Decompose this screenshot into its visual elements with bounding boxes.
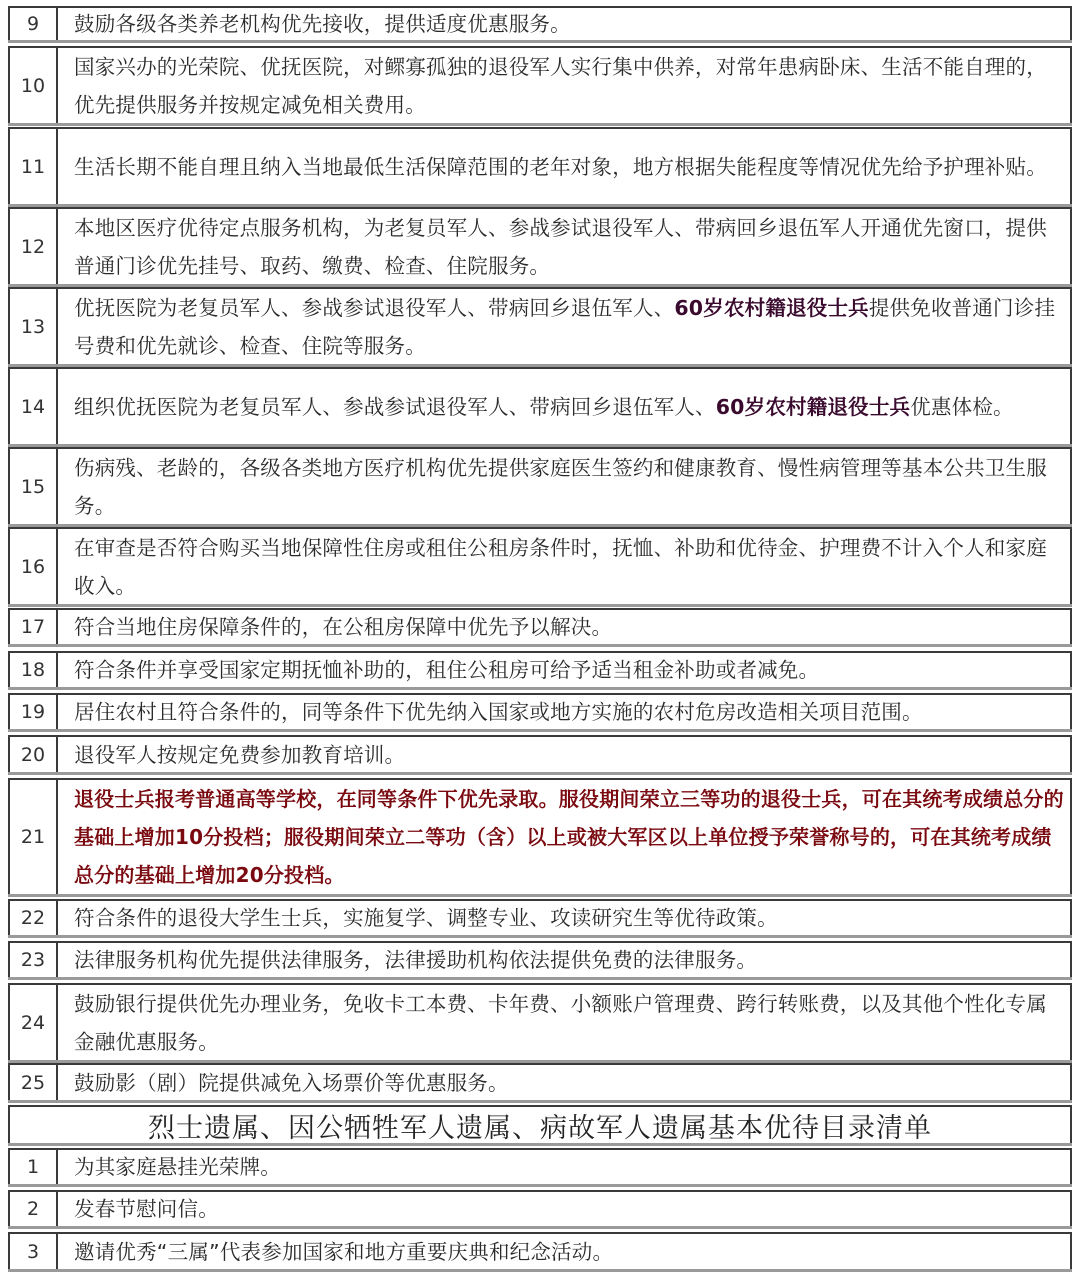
highlighted-text: 60岁农村籍退役士兵 bbox=[674, 295, 869, 320]
text-segment: 居住农村且符合条件的，同等条件下优先纳入国家或地方实施的农村危房改造相关项目范围。 bbox=[74, 700, 923, 724]
row-number: 18 bbox=[10, 653, 58, 687]
row-number: 22 bbox=[10, 901, 58, 935]
text-segment: 优抚医院为老复员军人、参战参试退役军人、带病回乡退伍军人、 bbox=[74, 295, 675, 320]
row-text bbox=[74, 48, 1064, 123]
table-row bbox=[8, 1063, 1072, 1102]
row-text bbox=[74, 610, 1064, 644]
table-row bbox=[8, 983, 1072, 1062]
row-text bbox=[74, 943, 1064, 977]
table-row bbox=[8, 447, 1072, 526]
table-row bbox=[8, 46, 1072, 125]
text-segment: 伤病残、老龄的，各级各类地方医疗机构优先提供家庭医生签约和健康教育、慢性病管理等基本公共卫生服务。 bbox=[74, 455, 1047, 518]
text-segment: 国家兴办的光荣院、优抚医院，对鳏寡孤独的退役军人实行集中供养，对常年患病卧床、生活不能自理的，优先提供服务并按规定减免相关费用。 bbox=[74, 54, 1047, 117]
row-number: 12 bbox=[10, 209, 58, 284]
row-text bbox=[74, 1192, 1064, 1226]
text-segment: 符合条件的退役大学生士兵，实施复学、调整专业、攻读研究生等优待政策。 bbox=[74, 906, 778, 930]
table-row bbox=[8, 735, 1072, 774]
table-row bbox=[8, 1190, 1072, 1228]
row-text bbox=[74, 289, 1064, 364]
text-segment: 在审查是否符合购买当地保障性住房或租住公租房条件时，抚恤、补助和优待金、护理费不计入个人和家庭收入。 bbox=[74, 535, 1047, 598]
table-row bbox=[8, 941, 1072, 979]
text-segment: 符合条件并享受国家定期抚恤补助的，租住公租房可给予适当租金补助或者减免。 bbox=[74, 658, 820, 682]
row-text bbox=[74, 737, 1064, 772]
row-number: 19 bbox=[10, 695, 58, 729]
text-segment: 鼓励银行提供优先办理业务，免收卡工本费、卡年费、小额账户管理费、跨行转账费，以及其他个性化专属金融优惠服务。 bbox=[74, 991, 1047, 1054]
row-number: 20 bbox=[10, 737, 58, 772]
row-text bbox=[74, 985, 1064, 1060]
row-number: 2 bbox=[10, 1192, 58, 1226]
row-number: 3 bbox=[10, 1234, 58, 1269]
row-text bbox=[74, 369, 1064, 444]
row-text bbox=[74, 209, 1064, 284]
table-row bbox=[8, 693, 1072, 731]
row-text bbox=[74, 129, 1064, 204]
row-number: 11 bbox=[10, 129, 58, 204]
table-row bbox=[8, 127, 1072, 206]
row-text bbox=[74, 901, 1064, 935]
row-number: 21 bbox=[10, 780, 58, 894]
table-row bbox=[8, 367, 1072, 446]
row-number: 16 bbox=[10, 529, 58, 604]
row-text bbox=[74, 529, 1064, 604]
row-text bbox=[74, 1065, 1064, 1100]
table-row bbox=[8, 527, 1072, 606]
table-row bbox=[8, 899, 1072, 937]
row-number: 10 bbox=[10, 48, 58, 123]
text-segment: 提供免收普通门诊挂号费和优先就诊、检查、住院等服务。 bbox=[74, 295, 1056, 358]
text-segment: 法律服务机构优先提供法律服务，法律援助机构依法提供免费的法律服务。 bbox=[74, 948, 758, 972]
highlighted-text: 60岁农村籍退役士兵 bbox=[715, 394, 911, 419]
table-row bbox=[8, 651, 1072, 689]
text-segment: 为其家庭悬挂光荣牌。 bbox=[74, 1155, 281, 1179]
row-text bbox=[74, 780, 1064, 894]
table-row bbox=[8, 1232, 1072, 1271]
row-text bbox=[74, 8, 1064, 40]
row-number: 1 bbox=[10, 1150, 58, 1184]
row-number: 14 bbox=[10, 369, 58, 444]
table-row bbox=[8, 1148, 1072, 1186]
row-text bbox=[74, 653, 1064, 687]
text-segment: 优惠体检。 bbox=[910, 394, 1014, 419]
row-number: 25 bbox=[10, 1065, 58, 1100]
text-segment: 鼓励影（剧）院提供减免入场票价等优惠服务。 bbox=[74, 1070, 509, 1095]
table-row bbox=[8, 207, 1072, 286]
text-segment: 生活长期不能自理且纳入当地最低生活保障范围的老年对象，地方根据失能程度等情况优先给予护理补贴。 bbox=[74, 154, 1047, 179]
text-segment: 本地区医疗优待定点服务机构，为老复员军人、参战参试退役军人、带病回乡退伍军人开通优先窗口，提供普通门诊优先挂号、取药、缴费、检查、住院服务。 bbox=[74, 215, 1047, 278]
row-number: 17 bbox=[10, 610, 58, 644]
table-row bbox=[8, 608, 1072, 646]
row-number: 13 bbox=[10, 289, 58, 364]
highlighted-text: 退役士兵报考普通高等学校，在同等条件下优先录取。服役期间荣立三等功的退役士兵，可在其统考成绩总分的基础上增加10分投档；服役期间荣立二等功（含）以上或被大军区以上单位授予荣誉称号的，可在其统考成绩总分的基础上增加20分投档。 bbox=[74, 787, 1064, 887]
row-text bbox=[74, 1234, 1064, 1269]
row-text bbox=[74, 1150, 1064, 1184]
row-number: 23 bbox=[10, 943, 58, 977]
text-segment: 符合当地住房保障条件的，在公租房保障中优先予以解决。 bbox=[74, 615, 613, 639]
text-segment: 发春节慰问信。 bbox=[74, 1197, 219, 1221]
row-text bbox=[74, 449, 1064, 524]
row-number: 15 bbox=[10, 449, 58, 524]
row-number: 24 bbox=[10, 985, 58, 1060]
text-segment: 组织优抚医院为老复员军人、参战参试退役军人、带病回乡退伍军人、 bbox=[74, 394, 716, 419]
row-text bbox=[74, 695, 1064, 729]
section-heading: 烈士遗属、因公牺牲军人遗属、病故军人遗属基本优待目录清单 bbox=[8, 1105, 1072, 1145]
text-segment: 鼓励各级各类养老机构优先接收，提供适度优惠服务。 bbox=[74, 12, 571, 36]
table-row bbox=[8, 6, 1072, 42]
text-segment: 邀请优秀“三属”代表参加国家和地方重要庆典和纪念活动。 bbox=[74, 1239, 614, 1264]
text-segment: 退役军人按规定免费参加教育培训。 bbox=[74, 742, 406, 767]
row-number: 9 bbox=[10, 8, 58, 40]
table-row bbox=[8, 287, 1072, 366]
table-row bbox=[8, 778, 1072, 896]
